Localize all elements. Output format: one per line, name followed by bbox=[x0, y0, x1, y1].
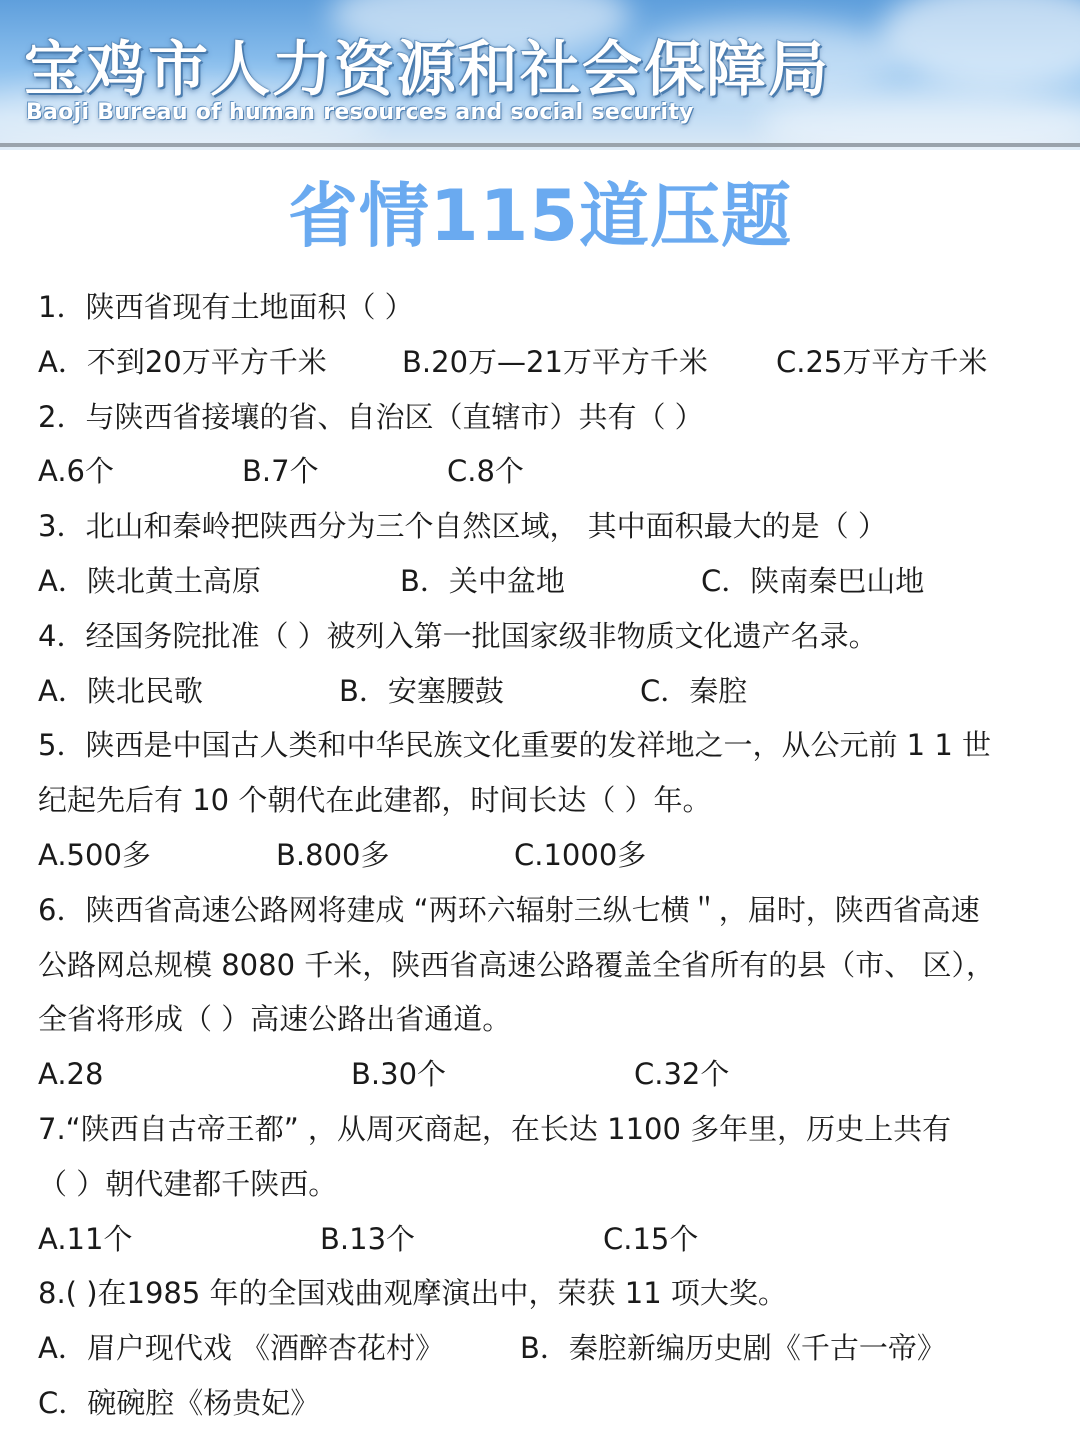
answer-options bbox=[38, 1212, 1058, 1267]
question-text: 6．陕西省高速公路网将建成 “两环六辐射三纵七横＂，届时，陕西省高速 bbox=[38, 892, 980, 927]
option-c: C.15个 bbox=[603, 1221, 699, 1256]
option-b: B．关中盆地 bbox=[400, 563, 565, 598]
banner-divider bbox=[0, 143, 1080, 147]
answer-options bbox=[38, 1321, 1058, 1376]
answer-options bbox=[38, 1047, 1058, 1102]
option-b: B.30个 bbox=[351, 1057, 447, 1092]
option-c: C.1000多 bbox=[514, 837, 647, 872]
bureau-english-name: Baoji Bureau of human resources and social security bbox=[26, 100, 694, 125]
page-title: 省情115道压题 bbox=[287, 175, 793, 257]
option-b: B.13个 bbox=[320, 1221, 416, 1256]
question-text: 5．陕西是中国古人类和中华民族文化重要的发祥地之一，从公元前 1 1 世 bbox=[38, 728, 992, 763]
option-b: B.800多 bbox=[276, 837, 390, 872]
answer-options bbox=[38, 335, 1058, 390]
bureau-name: 宝鸡市人力资源和社会保障局 bbox=[24, 35, 830, 105]
answer-options bbox=[38, 828, 1058, 883]
question-list bbox=[38, 280, 1058, 1431]
option-a: A.11个 bbox=[38, 1221, 133, 1256]
option-a: A.6个 bbox=[38, 454, 114, 489]
option-a: A．眉户现代戏 《酒醉杏花村》 bbox=[38, 1331, 445, 1366]
question-text: （ ）朝代建都千陕西。 bbox=[38, 1166, 338, 1201]
option-b: B.7个 bbox=[242, 454, 319, 489]
option-b: B．安塞腰鼓 bbox=[339, 673, 504, 708]
answer-options bbox=[38, 554, 1058, 609]
question-text: 3．北山和秦岭把陕西分为三个自然区域， 其中面积最大的是（ ） bbox=[38, 509, 887, 544]
option-c: C.25万平方千米 bbox=[776, 344, 988, 379]
question-text: 8.( )在1985 年的全国戏曲观摩演出中，荣获 11 项大奖。 bbox=[38, 1276, 787, 1311]
question-text: 纪起先后有 10 个朝代在此建都，时间长达（ ）年。 bbox=[38, 783, 712, 818]
question-text: 2．与陕西省接壤的省、自治区（直辖市）共有（ ） bbox=[38, 399, 704, 434]
option-a: A.28 bbox=[38, 1057, 104, 1092]
option-c: C．碗碗腔《杨贵妃》 bbox=[38, 1385, 320, 1420]
cloud-decoration bbox=[880, 0, 1080, 90]
option-a: A．不到20万平方千米 bbox=[38, 344, 327, 379]
option-a: A.500多 bbox=[38, 837, 151, 872]
question-text: 7.“陕西自古帝王都” ，从周灭商起，在长达 1100 多年里，历史上共有 bbox=[38, 1111, 952, 1146]
answer-options bbox=[38, 664, 1058, 719]
question-text: 公路网总规模 8080 千米，陕西省高速公路覆盖全省所有的县（市、 区）， bbox=[38, 947, 995, 982]
header-banner bbox=[0, 0, 1080, 150]
option-a: A．陕北民歌 bbox=[38, 673, 203, 708]
option-c: C.32个 bbox=[634, 1057, 730, 1092]
option-b: B．秦腔新编历史剧《千古一帝》 bbox=[520, 1331, 946, 1366]
question-text: 全省将形成（ ）高速公路出省通道。 bbox=[38, 1002, 512, 1037]
answer-options bbox=[38, 444, 1058, 499]
option-a: A．陕北黄土高原 bbox=[38, 563, 261, 598]
option-c: C．秦腔 bbox=[640, 673, 748, 708]
option-b: B.20万—21万平方千米 bbox=[402, 344, 708, 379]
option-c: C．陕南秦巴山地 bbox=[701, 563, 925, 598]
question-text: 4．经国务院批准（ ）被列入第一批国家级非物质文化遗产名录。 bbox=[38, 618, 878, 653]
option-c: C.8个 bbox=[447, 454, 524, 489]
question-text: 1．陕西省现有土地面积（ ） bbox=[38, 290, 414, 324]
